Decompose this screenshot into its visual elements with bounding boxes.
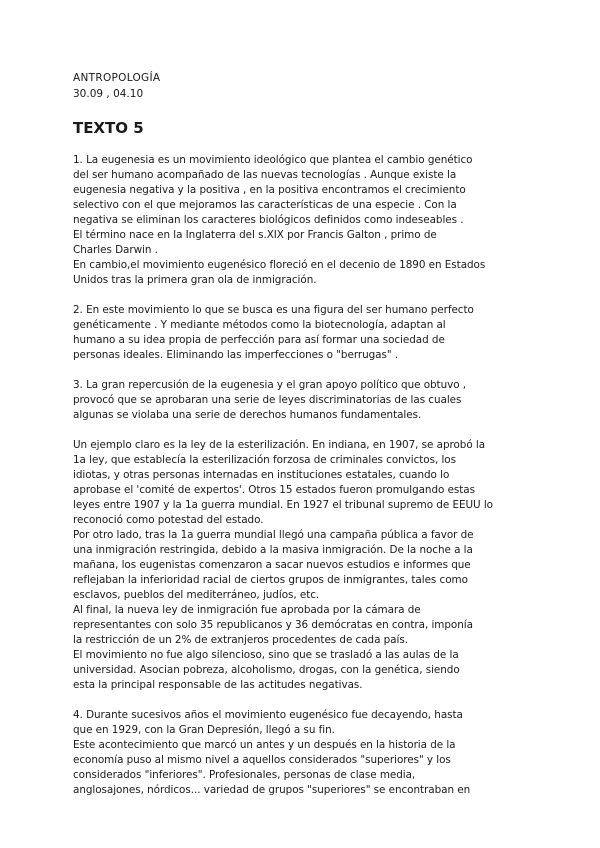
text-line: esta la principal responsable de las actitudes negativas. <box>73 679 363 691</box>
text-line: una inmigración restringida, debido a la masiva inmigración. De la noche a la <box>73 544 473 556</box>
text-line: negativa se eliminan los caracteres biológicos definidos como indeseables . <box>73 214 464 226</box>
text-line: representantes con solo 35 republicanos y 36 demócratas en contra, imponía <box>73 619 473 631</box>
paragraph-3 <box>73 378 529 423</box>
text-line: 3. La gran repercusión de la eugenesia y el gran apoyo político que obtuvo , <box>73 379 467 391</box>
text-line: mañana, los eugenistas comenzaron a sacar nuevos estudios e informes que <box>73 559 471 571</box>
text-line: que en 1929, con la Gran Depresión, llegó a su fin. <box>73 724 335 736</box>
text-line: Charles Darwin . <box>73 244 158 256</box>
text-line: 1a ley, que establecía la esterilización forzosa de criminales convictos, los <box>73 454 456 466</box>
text-line: esclavos, pueblos del mediterráneo, judíos, etc. <box>73 589 320 601</box>
text-line: selectivo con el que mejoramos las características de una especie . Con la <box>73 199 457 211</box>
text-line: economía puso al mismo nivel a aquellos considerados "superiores" y los <box>73 754 451 766</box>
text-line: leyes entre 1907 y la 1a guerra mundial. En 1927 el tribunal supremo de EEUU lo <box>73 499 493 511</box>
paragraph-1 <box>73 153 529 288</box>
paragraph-2 <box>73 303 529 363</box>
paragraph-5 <box>73 708 529 798</box>
document-body <box>73 153 529 813</box>
text-line: del ser humano acompañado de las nuevas tecnologías . Aunque existe la <box>73 169 457 181</box>
text-line: 4. Durante sucesivos años el movimiento eugenésico fue decayendo, hasta <box>73 709 463 721</box>
text-line: aprobase el 'comité de expertos'. Otros 15 estados fueron promulgando estas <box>73 484 475 496</box>
text-line: considerados "inferiores". Profesionales, personas de clase media, <box>73 769 416 781</box>
text-line: Por otro lado, tras la 1a guerra mundial llegó una campaña pública a favor de <box>73 529 474 541</box>
text-line: universidad. Asocian pobreza, alcoholismo, drogas, con la genética, siendo <box>73 664 460 676</box>
text-line: humano a su idea propia de perfección para así formar una sociedad de <box>73 334 445 346</box>
page-title: TEXTO 5 <box>73 119 144 137</box>
text-line: Un ejemplo claro es la ley de la esterilización. En indiana, en 1907, se aprobó la <box>73 439 486 451</box>
text-line: genéticamente . Y mediante métodos como la biotecnología, adaptan al <box>73 319 446 331</box>
text-line: algunas se violaba una serie de derechos humanos fundamentales. <box>73 409 422 421</box>
text-line: reconoció como potestad del estado. <box>73 514 264 526</box>
text-line: anglosajones, nórdicos... variedad de grupos "superiores" se encontraban en <box>73 784 471 796</box>
text-line: eugenesia negativa y la positiva , en la positiva encontramos el crecimiento <box>73 184 466 196</box>
text-line: Este acontecimiento que marcó un antes y un después en la historia de la <box>73 739 456 751</box>
text-line: El término nace en la Inglaterra del s.XIX por Francis Galton , primo de <box>73 229 437 241</box>
text-line: la restricción de un 2% de extranjeros procedentes de cada país. <box>73 634 408 646</box>
text-line: personas ideales. Eliminando las imperfecciones o "berrugas" . <box>73 349 399 361</box>
text-line: provocó que se aprobaran una serie de leyes discriminatorias de las cuales <box>73 394 462 406</box>
text-line: idiotas, y otras personas internadas en instituciones estatales, cuando lo <box>73 469 450 481</box>
text-line: El movimiento no fue algo silencioso, sino que se trasladó a las aulas de la <box>73 649 459 661</box>
text-line: Unidos tras la primera gran ola de inmigración. <box>73 274 317 286</box>
text-line: 1. La eugenesia es un movimiento ideológico que plantea el cambio genético <box>73 154 473 166</box>
text-line: Al final, la nueva ley de inmigración fue aprobada por la cámara de <box>73 604 421 616</box>
text-line: reflejaban la inferioridad racial de ciertos grupos de inmigrantes, tales como <box>73 574 468 586</box>
subject-heading: ANTROPOLOGÍA <box>73 72 161 84</box>
text-line: 2. En este movimiento lo que se busca es una figura del ser humano perfecto <box>73 304 474 316</box>
date-line: 30.09 , 04.10 <box>73 88 144 100</box>
text-line: En cambio,el movimiento eugenésico floreció en el decenio de 1890 en Estados <box>73 259 486 271</box>
paragraph-4 <box>73 438 529 693</box>
